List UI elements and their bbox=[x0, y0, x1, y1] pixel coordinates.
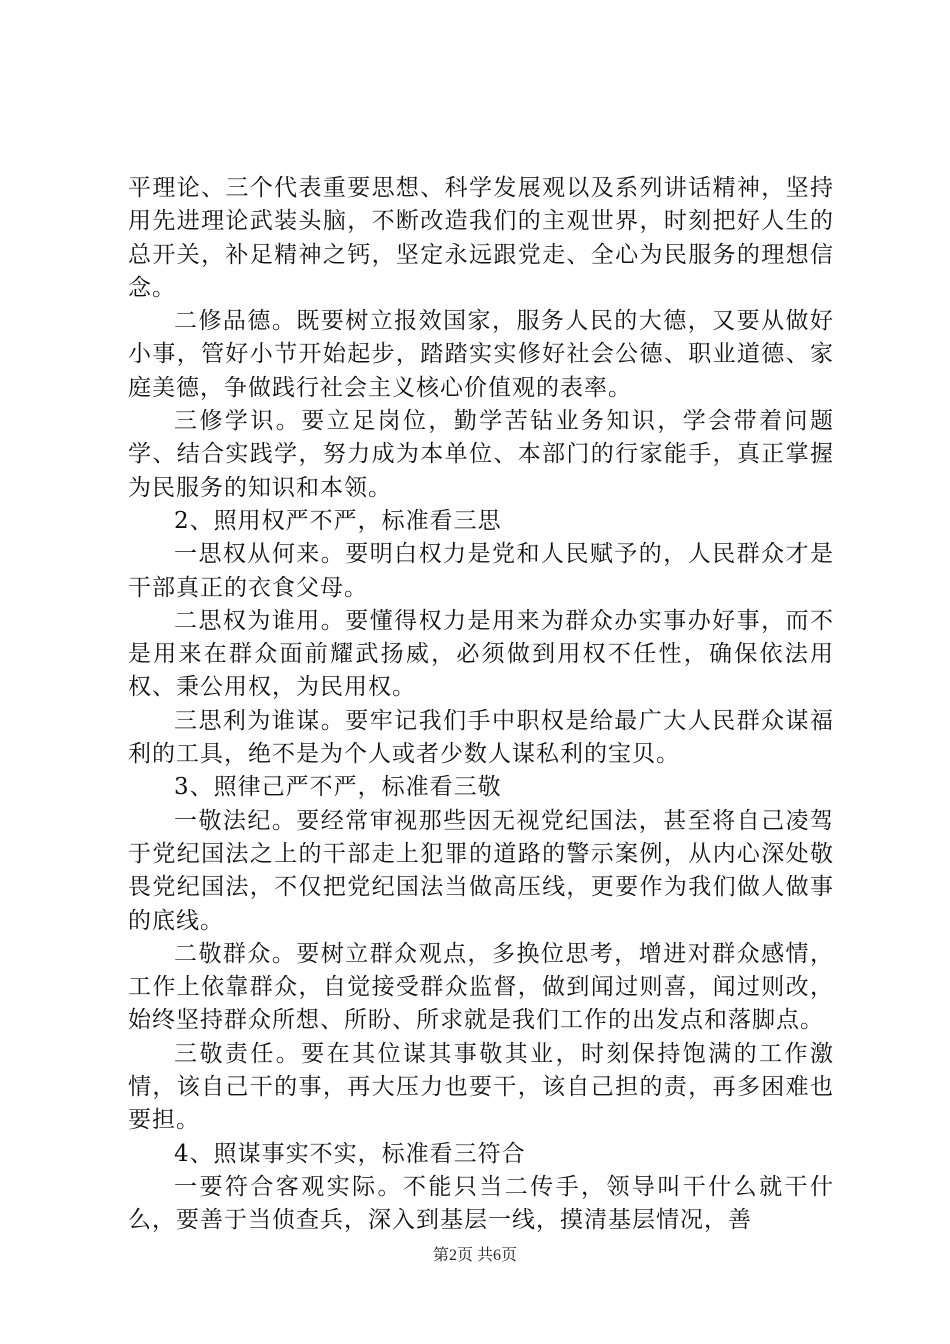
paragraph-respect-law: 一敬法纪。要经常审视那些因无视党纪国法，甚至将自己凌驾于党纪国法之上的干部走上犯罪的道路的警示案例，从内心深处敬畏党纪国法，不仅把党纪国法当做高压线，更要作为我们做人做事的底线。 bbox=[128, 807, 834, 934]
paragraph-continuation: 平理论、三个代表重要思想、科学发展观以及系列讲话精神，坚持用先进理论武装头脑，不断改造我们的主观世界，时刻把好人生的总开关，补足精神之钙，坚定永远跟党走、全心为民服务的理想信念。 bbox=[128, 175, 834, 301]
paragraph-respect-duty: 三敬责任。要在其位谋其事敬其业，时刻保持饱满的工作激情，该自己干的事，再大压力也要干，该自己担的责，再多困难也要担。 bbox=[128, 1040, 834, 1134]
paragraph-cultivate-morality: 二修品德。既要树立报效国家，服务人民的大德，又要从做好小事，管好小节开始起步，踏踏实实修好社会公德、职业道德、家庭美德，争做践行社会主义核心价值观的表率。 bbox=[128, 308, 834, 401]
section-heading-power: 2、照用权严不严，标准看三思 bbox=[174, 507, 502, 534]
section-heading-self-discipline: 3、照律己严不严，标准看三敬 bbox=[174, 774, 502, 801]
paragraph-power-origin: 一思权从何来。要明白权力是党和人民赋予的，人民群众才是干部真正的衣食父母。 bbox=[128, 541, 834, 601]
page-number-footer: 第2页 共6页 bbox=[432, 1247, 517, 1264]
paragraph-respect-masses: 二敬群众。要树立群众观点，多换位思考，增进对群众感情，工作上依靠群众，自觉接受群众监督，做到闻过则喜，闻过则改，始终坚持群众所想、所盼、所求就是我们工作的出发点和落脚点。 bbox=[128, 940, 834, 1034]
document-body bbox=[128, 172, 834, 1238]
paragraph-power-use: 二思权为谁用。要懂得权力是用来为群众办实事办好事，而不是用来在群众面前耀武扬威，必须做到用权不任性，确保依法用权、秉公用权，为民用权。 bbox=[128, 607, 834, 701]
section-heading-practical-work: 4、照谋事实不实，标准看三符合 bbox=[174, 1140, 526, 1167]
paragraph-fit-reality: 一要符合客观实际。不能只当二传手，领导叫干什么就干什么，要善于当侦查兵，深入到基层一线，摸清基层情况，善 bbox=[128, 1173, 834, 1234]
paragraph-cultivate-knowledge: 三修学识。要立足岗位，勤学苦钻业务知识，学会带着问题学、结合实践学，努力成为本单位、本部门的行家能手，真正掌握为民服务的知识和本领。 bbox=[128, 408, 834, 501]
paragraph-benefit-for-whom: 三思利为谁谋。要牢记我们手中职权是给最广大人民群众谋福利的工具，绝不是为个人或者少数人谋私利的宝贝。 bbox=[128, 707, 834, 768]
